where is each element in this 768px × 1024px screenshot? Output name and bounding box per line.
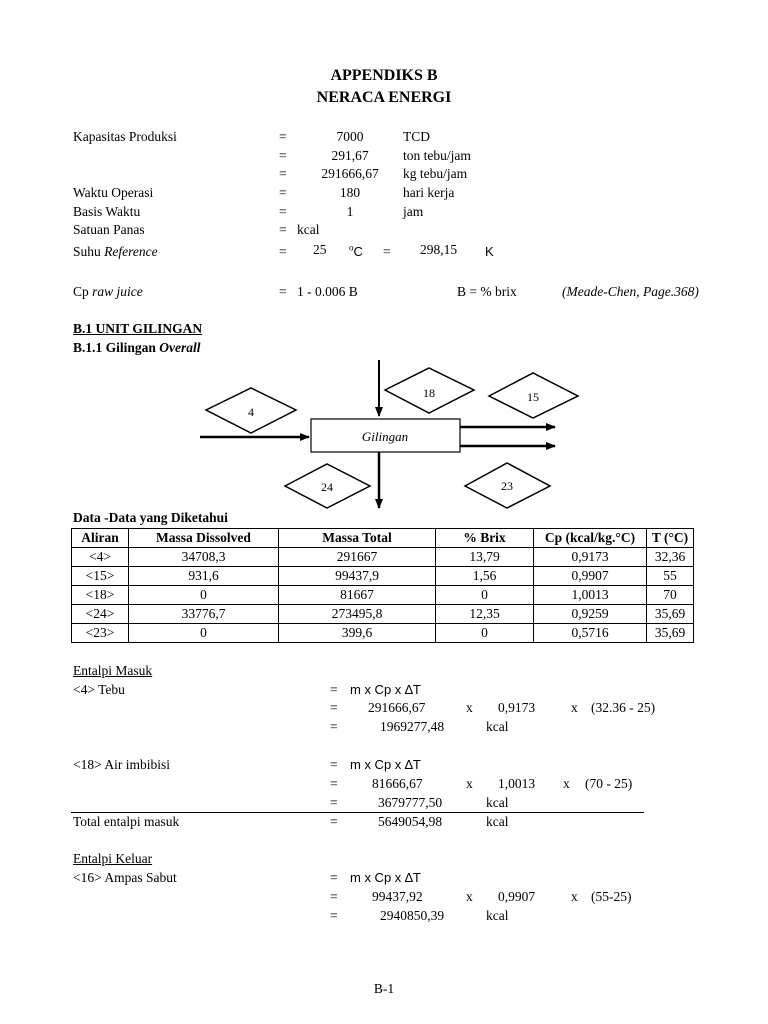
table-cell: 0,5716	[534, 624, 647, 643]
ampas-formula: m x Cp x ∆T	[350, 870, 421, 885]
total-value: 5649054,98	[378, 814, 443, 829]
op-eq: =	[330, 757, 338, 772]
op-x: x	[571, 889, 578, 904]
node-15-label: 15	[527, 390, 539, 404]
total-divider	[71, 812, 644, 813]
op-x: x	[466, 889, 473, 904]
air-formula: m x Cp x ∆T	[350, 757, 421, 772]
op-eq: =	[330, 889, 338, 904]
total-unit: kcal	[486, 814, 509, 829]
op-eq: =	[330, 908, 338, 923]
param-unit: hari kerja	[403, 185, 455, 200]
table-header-row	[72, 529, 694, 548]
table-header: T (°C)	[647, 529, 694, 548]
cp-reference: (Meade-Chen, Page.368)	[562, 284, 699, 299]
tebu-mass: 291666,67	[368, 700, 426, 715]
table-cell: <15>	[72, 567, 129, 586]
table-cell: 0,9173	[534, 548, 647, 567]
subsection-heading: B.1.1 Gilingan Overall	[73, 340, 201, 355]
node-23-label: 23	[501, 479, 513, 493]
suhu-eq2: =	[383, 244, 391, 259]
op-eq: =	[330, 795, 338, 810]
op-x: x	[466, 700, 473, 715]
table-row	[72, 567, 694, 586]
table-cell: 399,6	[279, 624, 436, 643]
table-cell: 0	[129, 624, 279, 643]
table-cell: <23>	[72, 624, 129, 643]
node-4-label: 4	[248, 405, 254, 419]
table-row	[72, 605, 694, 624]
param-label: Satuan Panas	[73, 222, 145, 237]
table-cell: 33776,7	[129, 605, 279, 624]
table-row	[72, 624, 694, 643]
param-unit: TCD	[403, 129, 430, 144]
suhu-unit-k: K	[485, 244, 494, 259]
table-cell: 99437,9	[279, 567, 436, 586]
param-label: Waktu Operasi	[73, 185, 154, 200]
page-subtitle: NERACA ENERGI	[316, 89, 452, 106]
table-header: Massa Total	[279, 529, 436, 548]
param-eq: =	[279, 222, 287, 237]
table-cell: 931,6	[129, 567, 279, 586]
op-eq: =	[330, 776, 338, 791]
param-value: 1	[346, 204, 354, 219]
op-eq: =	[330, 700, 338, 715]
ampas-dt: (55-25)	[591, 889, 632, 904]
suhu-label: Suhu Reference	[73, 244, 158, 259]
cp-definition: B = % brix	[457, 284, 517, 299]
op-eq: =	[330, 719, 338, 734]
total-label: Total entalpi masuk	[73, 814, 180, 829]
ampas-unit: kcal	[486, 908, 509, 923]
op-x: x	[563, 776, 570, 791]
air-mass: 81666,67	[372, 776, 423, 791]
ampas-cp: 0,9907	[498, 889, 536, 904]
entalpi-masuk-heading: Entalpi Masuk	[73, 663, 153, 678]
param-unit: kg tebu/jam	[403, 166, 468, 181]
page-title: APPENDIKS B	[330, 67, 438, 84]
page-number: B-1	[373, 981, 395, 996]
table-cell: 291667	[279, 548, 436, 567]
table-header: Massa Dissolved	[129, 529, 279, 548]
suhu-eq: =	[279, 244, 287, 259]
air-unit: kcal	[486, 795, 509, 810]
air-cp: 1,0013	[498, 776, 536, 791]
table-cell: <24>	[72, 605, 129, 624]
table-cell: 1,56	[436, 567, 534, 586]
table-cell: 0	[436, 586, 534, 605]
param-label: Basis Waktu	[73, 204, 141, 219]
node-24-label: 24	[321, 480, 333, 494]
table-cell: 35,69	[647, 605, 694, 624]
op-x: x	[466, 776, 473, 791]
op-eq: =	[330, 682, 338, 697]
param-label: Kapasitas Produksi	[73, 129, 177, 144]
cp-eq: =	[279, 284, 287, 299]
table-caption: Data -Data yang Diketahui	[73, 510, 228, 525]
air-result: 3679777,50	[378, 795, 443, 810]
tebu-formula: m x Cp x ∆T	[350, 682, 421, 697]
gilingan-unit-label: Gilingan	[361, 429, 409, 444]
table-row	[72, 548, 694, 567]
table-cell: 0,9259	[534, 605, 647, 624]
tebu-dt: (32.36 - 25)	[591, 700, 656, 715]
param-value: 180	[339, 185, 361, 200]
param-eq: =	[279, 148, 287, 163]
data-table	[71, 528, 694, 643]
table-header: Cp (kcal/kg.°C)	[534, 529, 647, 548]
op-eq: =	[330, 814, 338, 829]
tebu-label: <4> Tebu	[73, 682, 125, 697]
table-cell: 273495,8	[279, 605, 436, 624]
table-cell: 55	[647, 567, 694, 586]
table-cell: 0	[129, 586, 279, 605]
ampas-mass: 99437,92	[372, 889, 423, 904]
tebu-cp: 0,9173	[498, 700, 536, 715]
section-heading: B.1 UNIT GILINGAN	[73, 321, 203, 336]
param-value: 291666,67	[321, 166, 379, 181]
table-row	[72, 586, 694, 605]
param-eq: =	[279, 129, 287, 144]
param-value: 7000	[336, 129, 364, 144]
suhu-value: 25	[313, 242, 327, 257]
table-cell: 35,69	[647, 624, 694, 643]
table-cell: 32,36	[647, 548, 694, 567]
node-18-label: 18	[423, 386, 435, 400]
table-header: % Brix	[436, 529, 534, 548]
suhu-value-k: 298,15	[420, 242, 458, 257]
op-eq: =	[330, 870, 338, 885]
table-header: Aliran	[72, 529, 129, 548]
air-dt: (70 - 25)	[585, 776, 633, 791]
param-eq: =	[279, 204, 287, 219]
op-x: x	[571, 700, 578, 715]
table-cell: <18>	[72, 586, 129, 605]
table-cell: 70	[647, 586, 694, 605]
param-value: 291,67	[331, 148, 369, 163]
table-cell: 12,35	[436, 605, 534, 624]
ampas-label: <16> Ampas Sabut	[73, 870, 177, 885]
param-unit: ton tebu/jam	[403, 148, 471, 163]
param-unit: jam	[403, 204, 424, 219]
table-cell: 1,0013	[534, 586, 647, 605]
tebu-unit: kcal	[486, 719, 509, 734]
entalpi-keluar-heading: Entalpi Keluar	[73, 851, 153, 866]
table-cell: 34708,3	[129, 548, 279, 567]
table-cell: 81667	[279, 586, 436, 605]
param-eq: =	[279, 166, 287, 181]
param-eq: =	[279, 185, 287, 200]
table-cell: 13,79	[436, 548, 534, 567]
air-label: <18> Air imbibisi	[73, 757, 170, 772]
table-cell: 0,9907	[534, 567, 647, 586]
param-value: kcal	[297, 222, 320, 237]
tebu-result: 1969277,48	[380, 719, 445, 734]
table-cell: 0	[436, 624, 534, 643]
suhu-unit: $^o$C	[349, 242, 363, 259]
table-cell: <4>	[72, 548, 129, 567]
cp-label: Cp raw juice	[73, 284, 143, 299]
cp-formula: 1 - 0.006 B	[297, 284, 358, 299]
ampas-result: 2940850,39	[380, 908, 445, 923]
